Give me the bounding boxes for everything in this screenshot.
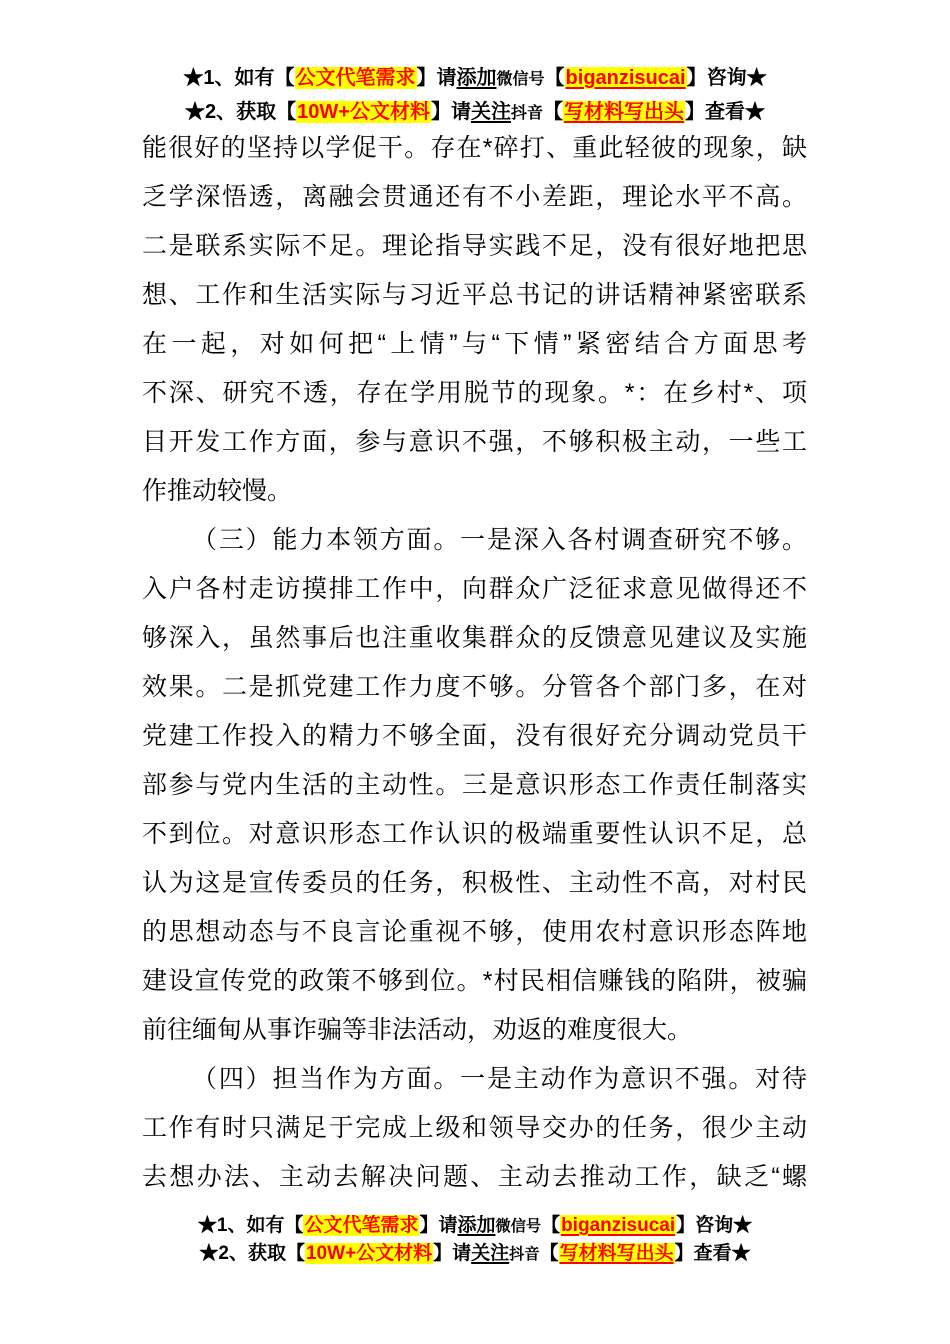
body-line: 的思想动态与不良言论重视不够，使用农村意识形态阵地 <box>142 918 807 946</box>
body-line: 在一起，对如何把“上情”与“下情”紧密结合方面思考 <box>142 330 807 358</box>
promo-highlight-keyword: 10W+公文材料 <box>305 1243 433 1264</box>
promo-mid: 】请 <box>419 1215 458 1236</box>
body-line: 认为这是宣传委员的任务，积极性、主动性不高，对村民 <box>142 869 807 897</box>
footer-promo-line-2 <box>0 1240 950 1268</box>
body-line: 够深入，虽然事后也注重收集群众的反馈意见建议及实施 <box>142 624 807 652</box>
body-line-paragraph-start: （四）担当作为方面。一是主动作为意识不强。对待 <box>192 1065 807 1093</box>
promo-douyin-id: 写材料写出头 <box>563 101 684 123</box>
body-line: 能很好的坚持以学促干。存在*碎打、重此轻彼的现象，缺 <box>142 134 807 162</box>
body-line: 想、工作和生活实际与习近平总书记的讲话精神紧密联系 <box>142 281 807 309</box>
promo-mid: 】请 <box>433 1243 472 1264</box>
promo-underline-word: 添加 <box>457 1215 496 1236</box>
promo-bracket: 【 <box>544 67 565 89</box>
promo-small-word: 抖音 <box>510 105 543 122</box>
promo-wechat-id: biganzisucai <box>565 67 686 89</box>
promo-prefix: ★2、获取【 <box>185 101 297 123</box>
promo-small-word: 微信号 <box>495 1218 542 1235</box>
promo-small-word: 微信号 <box>496 71 545 88</box>
promo-underline-word: 关注 <box>470 101 511 123</box>
body-line: 党建工作投入的精力不够全面，没有很好充分调动党员干 <box>142 722 807 750</box>
footer-promo-line-1 <box>0 1212 950 1240</box>
promo-prefix: ★1、如有【 <box>183 67 295 89</box>
body-line: 入户各村走访摸排工作中，向群众广泛征求意见做得还不 <box>142 575 807 603</box>
promo-wechat-id: biganzisucai <box>561 1215 676 1236</box>
promo-highlight-keyword: 公文代笔需求 <box>295 67 416 89</box>
body-line: 效果。二是抓党建工作力度不够。分管各个部门多，在对 <box>142 673 807 701</box>
promo-underline-word: 添加 <box>456 67 497 89</box>
body-line: 目开发工作方面，参与意识不强，不够积极主动，一些工 <box>142 428 807 456</box>
body-line: 不到位。对意识形态工作认识的极端重要性认识不足，总 <box>142 820 807 848</box>
promo-bracket: 【 <box>539 1243 559 1264</box>
promo-suffix: 】查看★ <box>684 101 765 123</box>
body-line: 不深、研究不透，存在学用脱节的现象。*：在乡村*、项 <box>142 379 807 407</box>
promo-bracket: 【 <box>541 1215 561 1236</box>
promo-douyin-id: 写材料写出头 <box>559 1243 674 1264</box>
promo-suffix: 】咨询★ <box>676 1215 753 1236</box>
body-line: 乏学深悟透，离融会贯通还有不小差距，理论水平不高。 <box>142 183 807 211</box>
document-body <box>142 124 807 1202</box>
body-line: 建设宣传党的政策不够到位。*村民相信赚钱的陷阱，被骗 <box>142 967 807 995</box>
promo-highlight-keyword: 公文代笔需求 <box>304 1215 419 1236</box>
promo-underline-word: 关注 <box>471 1243 510 1264</box>
promo-highlight-keyword: 10W+公文材料 <box>297 101 430 123</box>
body-line: 去想办法、主动去解决问题、主动去推动工作，缺乏“螺 <box>142 1163 807 1191</box>
header-promo <box>0 62 950 130</box>
promo-mid: 】请 <box>430 101 471 123</box>
body-line-paragraph-end: 前往缅甸从事诈骗等非法活动，劝返的难度很大。 <box>142 1016 693 1044</box>
promo-prefix: ★1、如有【 <box>197 1215 304 1236</box>
header-promo-line-1 <box>0 62 950 96</box>
promo-small-word: 抖音 <box>509 1246 540 1263</box>
promo-prefix: ★2、获取【 <box>199 1243 305 1264</box>
body-line: 部参与党内生活的主动性。三是意识形态工作责任制落实 <box>142 771 807 799</box>
promo-bracket: 【 <box>542 101 563 123</box>
promo-suffix: 】咨询★ <box>686 67 767 89</box>
promo-mid: 】请 <box>416 67 457 89</box>
footer-promo <box>0 1212 950 1268</box>
body-line: 二是联系实际不足。理论指导实践不足，没有很好地把思 <box>142 232 807 260</box>
promo-suffix: 】查看★ <box>674 1243 751 1264</box>
body-line-paragraph-start: （三）能力本领方面。一是深入各村调查研究不够。 <box>192 526 807 554</box>
body-line: 工作有时只满足于完成上级和领导交办的任务，很少主动 <box>142 1114 807 1142</box>
body-line-paragraph-end: 作推动较慢。 <box>142 477 293 505</box>
